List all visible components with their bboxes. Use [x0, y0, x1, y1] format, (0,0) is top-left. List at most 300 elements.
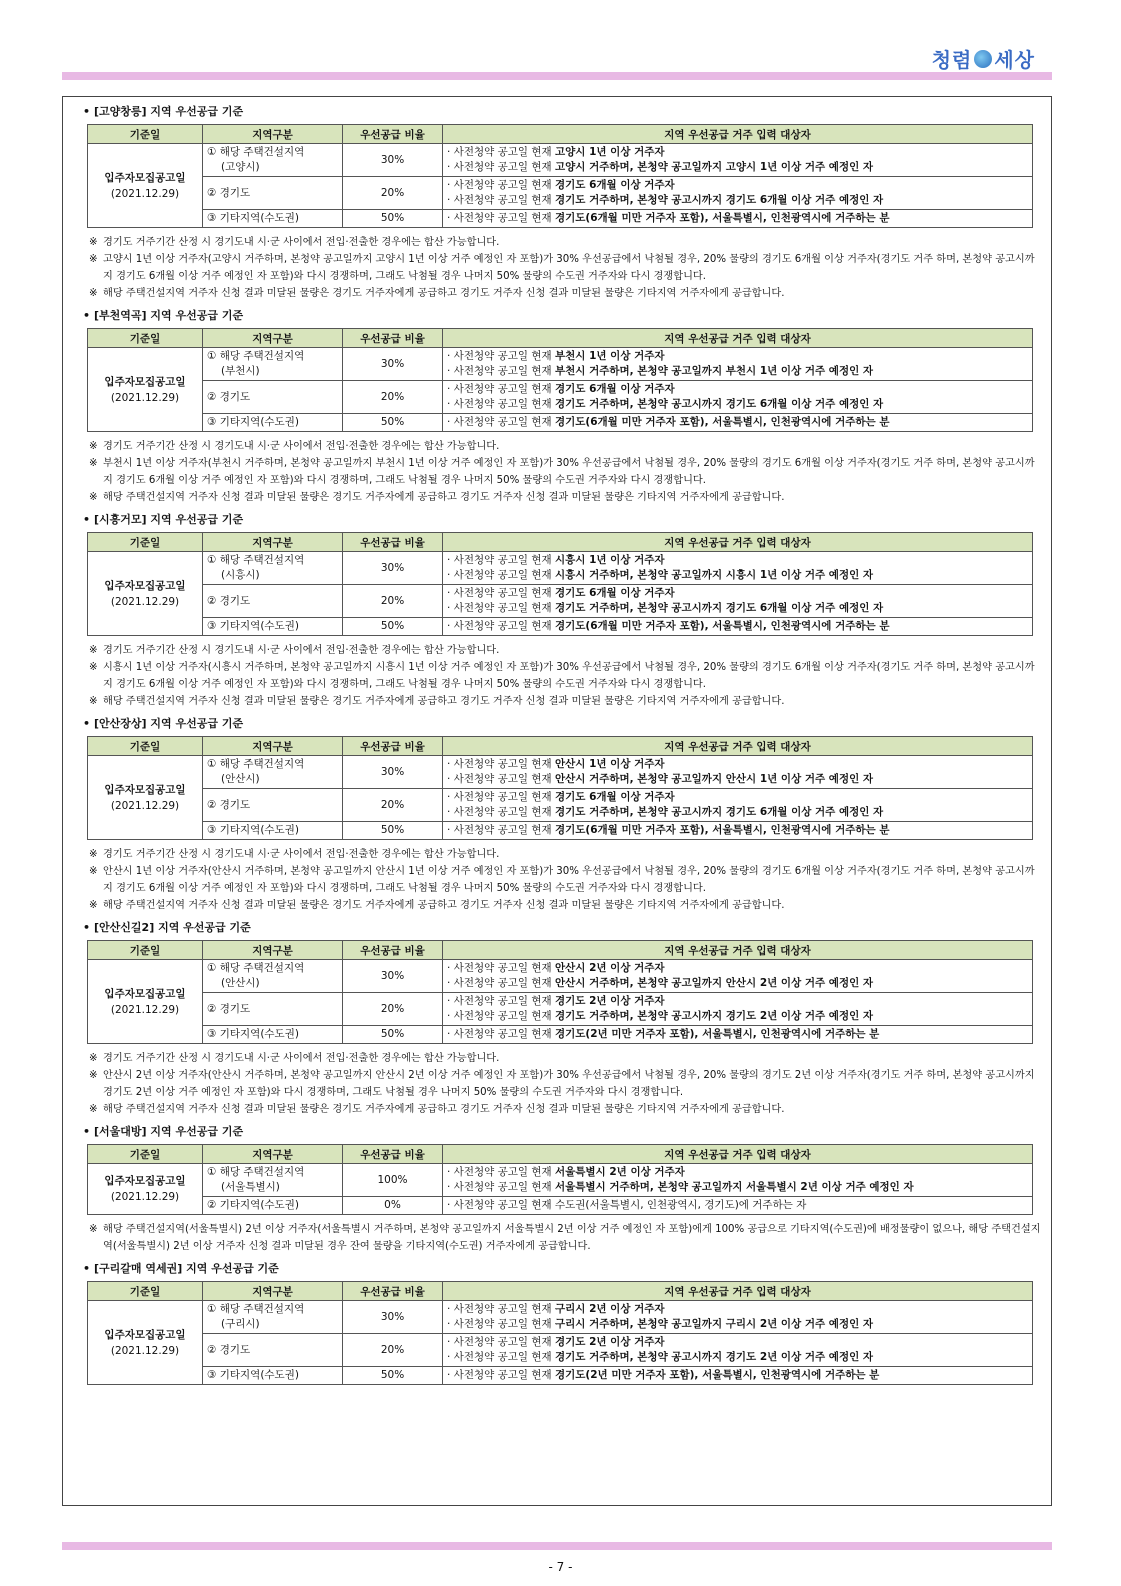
target-line-prefix: · 사전청약 공고일 현재 — [447, 179, 555, 191]
target-line-prefix: · 사전청약 공고일 현재 — [447, 1166, 555, 1178]
note-text: 경기도 거주기간 산정 시 경기도내 시·군 사이에서 전입·전출한 경우에는 합산 가능합니다. — [103, 237, 500, 248]
note-text: 경기도 거주기간 산정 시 경기도내 시·군 사이에서 전입·전출한 경우에는 합산 가능합니다. — [103, 441, 500, 452]
target-line-prefix: · 사전청약 공고일 현재 — [447, 161, 555, 173]
target-line-prefix: · 사전청약 공고일 현재 — [447, 758, 555, 770]
header-region: 지역구분 — [203, 1145, 343, 1164]
target-cell — [443, 1334, 1033, 1367]
table-row — [88, 1164, 1033, 1197]
region-cell — [203, 993, 343, 1026]
target-line-emphasis: 경기도(2년 미만 거주자 포함), 서울특별시, 인천광역시에 거주하는 분 — [554, 1028, 880, 1040]
reference-mark-icon: ※ — [89, 1104, 98, 1115]
target-line — [447, 568, 1028, 583]
note-text: 경기도 거주기간 산정 시 경기도내 시·군 사이에서 전입·전출한 경우에는 합산 가능합니다. — [103, 645, 500, 656]
target-line — [447, 1198, 1028, 1213]
target-line-prefix: · 사전청약 공고일 현재 — [447, 1010, 555, 1022]
table-row — [88, 552, 1033, 585]
reference-mark-icon: ※ — [89, 645, 98, 656]
region-label: ① 해당 주택건설지역 — [207, 758, 305, 770]
bullet-icon: • — [83, 1125, 91, 1138]
bullet-icon: • — [83, 1262, 91, 1275]
section-title — [83, 104, 1043, 120]
note-item — [89, 642, 1043, 659]
target-line-emphasis: 안산시 거주하며, 본청약 공고일까지 안산시 1년 이상 거주 예정인 자 — [554, 773, 874, 785]
table-header-row — [88, 1282, 1033, 1301]
header-ratio: 우선공급 비율 — [343, 329, 443, 348]
target-cell — [443, 144, 1033, 177]
target-line — [447, 619, 1028, 634]
target-line-emphasis: 경기도 거주하며, 본청약 공고시까지 경기도 6개월 이상 거주 예정인 자 — [554, 806, 884, 818]
note-item — [89, 455, 1043, 489]
target-line-emphasis: 서울특별시 거주하며, 본청약 공고일까지 서울특별시 2년 이상 거주 예정인 자 — [554, 1181, 914, 1193]
table-row — [88, 993, 1033, 1026]
target-cell — [443, 993, 1033, 1026]
region-label: ① 해당 주택건설지역 — [207, 350, 305, 362]
note-text: 고양시 1년 이상 거주자(고양시 거주하며, 본청약 공고일까지 고양시 1년 이상 거주 예정인 자 포함)가 30% 우선공급에서 낙첨될 경우, 20% 물량의 경기도 6개월 이상 거주자(경기도 거주 하며, 본청약 공고시까지 경기도 6개월 이상 거주 예정인 자 포함)와 다시 경쟁하며, 그래도 낙첨될 경우 나머지 50% 물량의 수도권 거주자와 다시 경쟁합니다. — [103, 254, 1035, 282]
region-label: ② 경기도 — [207, 1002, 251, 1015]
note-text: 해당 주택건설지역 거주자 신청 결과 미달된 물량은 경기도 거주자에게 공급하고 경기도 거주자 신청 결과 미달된 물량은 기타지역 거주자에게 공급합니다. — [103, 1104, 785, 1115]
table-row — [88, 144, 1033, 177]
reference-mark-icon: ※ — [89, 900, 98, 911]
base-date-cell — [88, 348, 203, 432]
region-cell — [203, 348, 343, 381]
region-sublabel: (시흥시) — [221, 569, 260, 581]
target-line-emphasis: 시흥시 거주하며, 본청약 공고일까지 시흥시 1년 이상 거주 예정인 자 — [554, 569, 874, 581]
header-target: 지역 우선공급 거주 입력 대상자 — [443, 125, 1033, 144]
section-title — [83, 1261, 1043, 1277]
target-line-emphasis: 경기도(6개월 미만 거주자 포함), 서울특별시, 인천광역시에 거주하는 분 — [554, 212, 890, 224]
header-ratio: 우선공급 비율 — [343, 125, 443, 144]
region-sublabel: (안산시) — [221, 773, 260, 785]
section-title-text: [시흥거모] 지역 우선공급 기준 — [94, 513, 244, 526]
target-cell — [443, 789, 1033, 822]
note-item — [89, 234, 1043, 251]
target-line — [447, 586, 1028, 601]
logo-text-b: 세상 — [994, 48, 1035, 72]
ratio-cell: 20% — [343, 585, 443, 618]
note-text: 해당 주택건설지역 거주자 신청 결과 미달된 물량은 경기도 거주자에게 공급하고 경기도 거주자 신청 결과 미달된 물량은 기타지역 거주자에게 공급합니다. — [103, 696, 785, 707]
note-text: 안산시 1년 이상 거주자(안산시 거주하며, 본청약 공고일까지 안산시 1년 이상 거주 예정인 자 포함)가 30% 우선공급에서 낙첨될 경우, 20% 물량의 경기도 6개월 이상 거주자(경기도 거주 하며, 본청약 공고시까지 경기도 6개월 이상 거주 예정인 자 포함)와 다시 경쟁하며, 그래도 낙첨될 경우 나머지 50% 물량의 수도권 거주자와 다시 경쟁합니다. — [103, 866, 1035, 894]
target-line-prefix: · 사전청약 공고일 현재 — [447, 962, 555, 974]
note-text: 부천시 1년 이상 거주자(부천시 거주하며, 본청약 공고일까지 부천시 1년 이상 거주 예정인 자 포함)가 30% 우선공급에서 낙첨될 경우, 20% 물량의 경기도 6개월 이상 거주자(경기도 거주 하며, 본청약 공고시까지 경기도 6개월 이상 거주 예정인 자 포함)와 다시 경쟁하며, 그래도 낙첨될 경우 나머지 50% 물량의 수도권 거주자와 다시 경쟁합니다. — [103, 458, 1035, 486]
base-date-cell — [88, 144, 203, 228]
region-label: ② 경기도 — [207, 798, 251, 811]
header-target: 지역 우선공급 거주 입력 대상자 — [443, 941, 1033, 960]
target-cell — [443, 1367, 1033, 1385]
ratio-cell: 50% — [343, 414, 443, 432]
ratio-cell: 50% — [343, 1367, 443, 1385]
header-region: 지역구분 — [203, 125, 343, 144]
target-line — [447, 1317, 1028, 1332]
region-cell — [203, 144, 343, 177]
target-line-prefix: · 사전청약 공고일 현재 — [447, 1369, 555, 1381]
priority-table — [87, 736, 1033, 840]
header-ratio: 우선공급 비율 — [343, 533, 443, 552]
target-cell — [443, 618, 1033, 636]
table-header-row — [88, 533, 1033, 552]
table-row — [88, 381, 1033, 414]
note-item — [89, 489, 1043, 506]
header-ratio: 우선공급 비율 — [343, 1282, 443, 1301]
target-line-prefix: · 사전청약 공고일 현재 — [447, 620, 555, 632]
region-label: ③ 기타지역(수도권) — [207, 416, 299, 428]
target-line-prefix: · 사전청약 공고일 현재 — [447, 212, 555, 224]
region-label: ③ 기타지역(수도권) — [207, 1369, 299, 1381]
target-line — [447, 178, 1028, 193]
target-line-prefix: · 사전청약 공고일 현재 — [447, 383, 555, 395]
table-row — [88, 618, 1033, 636]
table-row — [88, 1197, 1033, 1215]
target-line — [447, 1302, 1028, 1317]
target-line-emphasis: 경기도(6개월 미만 거주자 포함), 서울특별시, 인천광역시에 거주하는 분 — [554, 416, 890, 428]
target-line-prefix: · 사전청약 공고일 현재 — [447, 1318, 555, 1330]
note-item — [89, 1221, 1043, 1255]
ratio-cell: 20% — [343, 789, 443, 822]
region-label: ② 경기도 — [207, 390, 251, 403]
bullet-icon: • — [83, 513, 91, 526]
target-line-emphasis: 구리시 거주하며, 본청약 공고일까지 구리시 2년 이상 거주 예정인 자 — [554, 1318, 874, 1330]
logo-text-a: 청렴 — [931, 48, 973, 72]
target-line-prefix: · 사전청약 공고일 현재 — [447, 194, 555, 206]
ratio-cell: 30% — [343, 348, 443, 381]
target-cell — [443, 381, 1033, 414]
note-item — [89, 438, 1043, 455]
target-line-emphasis: 경기도 6개월 이상 거주자 — [554, 179, 675, 191]
target-cell — [443, 1026, 1033, 1044]
logo — [932, 44, 1035, 73]
bullet-icon: • — [83, 105, 91, 118]
table-row — [88, 960, 1033, 993]
target-cell — [443, 1164, 1033, 1197]
target-line-prefix: · 사전청약 공고일 현재 — [447, 773, 555, 785]
target-line-prefix: · 사전청약 공고일 현재 — [447, 791, 555, 803]
reference-mark-icon: ※ — [89, 866, 98, 877]
note-item — [89, 846, 1043, 863]
region-label: ③ 기타지역(수도권) — [207, 620, 299, 632]
target-line — [447, 415, 1028, 430]
target-line-prefix: · 사전청약 공고일 현재 — [447, 1303, 555, 1315]
target-line — [447, 349, 1028, 364]
priority-table — [87, 940, 1033, 1044]
header-ratio: 우선공급 비율 — [343, 737, 443, 756]
target-cell — [443, 1301, 1033, 1334]
table-header-row — [88, 329, 1033, 348]
target-line-emphasis: 경기도(6개월 미만 거주자 포함), 서울특별시, 인천광역시에 거주하는 분 — [554, 824, 890, 836]
ratio-cell: 30% — [343, 552, 443, 585]
region-label: ② 경기도 — [207, 1343, 251, 1356]
region-label: ① 해당 주택건설지역 — [207, 1303, 305, 1315]
base-date: 입주자모집공고일 — [104, 987, 186, 1000]
target-line-emphasis: 경기도 2년 이상 거주자 — [554, 1336, 665, 1348]
target-line-prefix: · 사전청약 공고일 현재 — [447, 1181, 555, 1193]
table-row — [88, 414, 1033, 432]
region-label: ② 경기도 — [207, 594, 251, 607]
region-cell — [203, 1301, 343, 1334]
region-label: ② 기타지역(수도권) — [207, 1199, 299, 1211]
target-line-emphasis: 구리시 2년 이상 거주자 — [554, 1303, 665, 1315]
target-line — [447, 1350, 1028, 1365]
header-target: 지역 우선공급 거주 입력 대상자 — [443, 1145, 1033, 1164]
priority-table — [87, 1281, 1033, 1385]
target-line-prefix: · 사전청약 공고일 현재 — [447, 569, 555, 581]
table-row — [88, 1334, 1033, 1367]
header-ratio: 우선공급 비율 — [343, 1145, 443, 1164]
section-title — [83, 512, 1043, 528]
target-cell — [443, 210, 1033, 228]
section-title — [83, 716, 1043, 732]
base-date-value: (2021.12.29) — [110, 391, 180, 404]
content-frame — [62, 96, 1052, 1506]
table-row — [88, 822, 1033, 840]
region-sublabel: (부천시) — [221, 365, 260, 377]
target-line-emphasis: 안산시 거주하며, 본청약 공고일까지 안산시 2년 이상 거주 예정인 자 — [554, 977, 874, 989]
note-text: 해당 주택건설지역 거주자 신청 결과 미달된 물량은 경기도 거주자에게 공급하고 경기도 거주자 신청 결과 미달된 물량은 기타지역 거주자에게 공급합니다. — [103, 900, 785, 911]
notes — [89, 438, 1043, 506]
note-text: 경기도 거주기간 산정 시 경기도내 시·군 사이에서 전입·전출한 경우에는 합산 가능합니다. — [103, 1053, 500, 1064]
base-date-value: (2021.12.29) — [110, 187, 180, 200]
target-line — [447, 397, 1028, 412]
region-cell — [203, 1164, 343, 1197]
target-line-prefix: · 사전청약 공고일 현재 — [447, 977, 555, 989]
table-header-row — [88, 941, 1033, 960]
reference-mark-icon: ※ — [89, 696, 98, 707]
target-line — [447, 1165, 1028, 1180]
target-line-prefix: · 사전청약 공고일 현재 — [447, 1351, 555, 1363]
region-label: ③ 기타지역(수도권) — [207, 212, 299, 224]
target-line — [447, 961, 1028, 976]
section-title-text: [안산신길2] 지역 우선공급 기준 — [94, 921, 251, 934]
footer-divider — [62, 1542, 1052, 1550]
section-title-text: [부천역곡] 지역 우선공급 기준 — [94, 309, 244, 322]
base-date-cell — [88, 960, 203, 1044]
note-text: 해당 주택건설지역 거주자 신청 결과 미달된 물량은 경기도 거주자에게 공급하고 경기도 거주자 신청 결과 미달된 물량은 기타지역 거주자에게 공급합니다. — [103, 288, 785, 299]
ratio-cell: 20% — [343, 177, 443, 210]
target-line — [447, 553, 1028, 568]
target-line-prefix: · 사전청약 공고일 현재 — [447, 365, 555, 377]
region-cell — [203, 1334, 343, 1367]
bullet-icon: • — [83, 309, 91, 322]
region-label: ① 해당 주택건설지역 — [207, 554, 305, 566]
base-date: 입주자모집공고일 — [104, 171, 186, 184]
target-cell — [443, 414, 1033, 432]
header-base-date: 기준일 — [88, 1282, 203, 1301]
target-line-emphasis: 경기도 2년 이상 거주자 — [554, 995, 665, 1007]
table-row — [88, 210, 1033, 228]
page-number: - 7 - — [548, 1560, 573, 1574]
note-item — [89, 1101, 1043, 1118]
note-item — [89, 659, 1043, 693]
table-row — [88, 756, 1033, 789]
reference-mark-icon: ※ — [89, 254, 98, 265]
target-line-prefix: · 사전청약 공고일 현재 — [447, 1028, 555, 1040]
base-date: 입주자모집공고일 — [104, 375, 186, 388]
priority-table — [87, 328, 1033, 432]
base-date-cell — [88, 1164, 203, 1215]
target-line — [447, 1180, 1028, 1195]
target-line — [447, 757, 1028, 772]
region-sublabel: (안산시) — [221, 977, 260, 989]
reference-mark-icon: ※ — [89, 458, 98, 469]
region-cell — [203, 1367, 343, 1385]
ratio-cell: 30% — [343, 1301, 443, 1334]
priority-table — [87, 124, 1033, 228]
table-header-row — [88, 125, 1033, 144]
base-date-cell — [88, 1301, 203, 1385]
target-line-emphasis: 경기도 거주하며, 본청약 공고시까지 경기도 6개월 이상 거주 예정인 자 — [554, 194, 884, 206]
ratio-cell: 20% — [343, 993, 443, 1026]
reference-mark-icon: ※ — [89, 849, 98, 860]
target-line-emphasis: 경기도 6개월 이상 거주자 — [554, 791, 675, 803]
notes — [89, 642, 1043, 710]
region-sublabel: (서울특별시) — [221, 1181, 280, 1193]
region-cell — [203, 756, 343, 789]
section-title-text: [고양창릉] 지역 우선공급 기준 — [94, 105, 244, 118]
ratio-cell: 30% — [343, 144, 443, 177]
region-cell — [203, 1197, 343, 1215]
region-cell — [203, 618, 343, 636]
region-cell — [203, 1026, 343, 1044]
table-row — [88, 789, 1033, 822]
target-line-emphasis: 고양시 1년 이상 거주자 — [554, 146, 665, 158]
reference-mark-icon: ※ — [89, 1070, 98, 1081]
target-line-emphasis: 경기도 거주하며, 본청약 공고시까지 경기도 6개월 이상 거주 예정인 자 — [554, 398, 884, 410]
base-date: 입주자모집공고일 — [104, 1328, 186, 1341]
ratio-cell: 50% — [343, 822, 443, 840]
note-item — [89, 863, 1043, 897]
target-line — [447, 364, 1028, 379]
table-header-row — [88, 737, 1033, 756]
reference-mark-icon: ※ — [89, 1053, 98, 1064]
target-line-emphasis: 안산시 2년 이상 거주자 — [554, 962, 665, 974]
note-text: 시흥시 1년 이상 거주자(시흥시 거주하며, 본청약 공고일까지 시흥시 1년 이상 거주 예정인 자 포함)가 30% 우선공급에서 낙첨될 경우, 20% 물량의 경기도 6개월 이상 거주자(경기도 거주 하며, 본청약 공고시까지 경기도 6개월 이상 거주 예정인 자 포함)와 다시 경쟁하며, 그래도 낙첨될 경우 나머지 50% 물량의 수도권 거주자와 다시 경쟁합니다. — [103, 662, 1035, 690]
table-row — [88, 1367, 1033, 1385]
target-line-prefix: · 사전청약 공고일 현재 — [447, 1336, 555, 1348]
header-target: 지역 우선공급 거주 입력 대상자 — [443, 533, 1033, 552]
reference-mark-icon: ※ — [89, 492, 98, 503]
target-line — [447, 1335, 1028, 1350]
target-line-emphasis: 경기도(6개월 미만 거주자 포함), 서울특별시, 인천광역시에 거주하는 분 — [554, 620, 890, 632]
header-target: 지역 우선공급 거주 입력 대상자 — [443, 329, 1033, 348]
target-line-prefix: · 사전청약 공고일 현재 — [447, 146, 555, 158]
region-cell — [203, 789, 343, 822]
target-line-emphasis: 서울특별시 2년 이상 거주자 — [554, 1166, 685, 1178]
target-cell — [443, 177, 1033, 210]
header-base-date: 기준일 — [88, 737, 203, 756]
priority-table — [87, 1144, 1033, 1215]
header-base-date: 기준일 — [88, 125, 203, 144]
target-cell — [443, 756, 1033, 789]
header-divider — [62, 72, 1052, 80]
table-header-row — [88, 1145, 1033, 1164]
header-base-date: 기준일 — [88, 941, 203, 960]
reference-mark-icon: ※ — [89, 441, 98, 452]
target-line — [447, 382, 1028, 397]
spacer — [87, 1385, 1043, 1387]
notes — [89, 1050, 1043, 1118]
target-line-emphasis: 시흥시 1년 이상 거주자 — [554, 554, 665, 566]
base-date: 입주자모집공고일 — [104, 579, 186, 592]
bullet-icon: • — [83, 921, 91, 934]
target-line — [447, 145, 1028, 160]
target-line-prefix: · 사전청약 공고일 현재 — [447, 824, 555, 836]
table-row — [88, 585, 1033, 618]
reference-mark-icon: ※ — [89, 288, 98, 299]
header-base-date: 기준일 — [88, 329, 203, 348]
ratio-cell: 50% — [343, 618, 443, 636]
ratio-cell: 50% — [343, 1026, 443, 1044]
header-target: 지역 우선공급 거주 입력 대상자 — [443, 1282, 1033, 1301]
header-region: 지역구분 — [203, 737, 343, 756]
region-label: ① 해당 주택건설지역 — [207, 146, 305, 158]
section-title — [83, 1124, 1043, 1140]
region-cell — [203, 414, 343, 432]
target-line-emphasis: 경기도 6개월 이상 거주자 — [554, 587, 675, 599]
target-line-emphasis: 경기도(2년 미만 거주자 포함), 서울특별시, 인천광역시에 거주하는 분 — [554, 1369, 880, 1381]
target-line — [447, 823, 1028, 838]
region-label: ① 해당 주택건설지역 — [207, 962, 305, 974]
region-cell — [203, 552, 343, 585]
table-row — [88, 1026, 1033, 1044]
region-cell — [203, 585, 343, 618]
target-line — [447, 976, 1028, 991]
target-line — [447, 994, 1028, 1009]
note-item — [89, 897, 1043, 914]
header-region: 지역구분 — [203, 941, 343, 960]
header-base-date: 기준일 — [88, 533, 203, 552]
region-label: ② 경기도 — [207, 186, 251, 199]
target-line-prefix: · 사전청약 공고일 현재 — [447, 350, 555, 362]
note-text: 해당 주택건설지역 거주자 신청 결과 미달된 물량은 경기도 거주자에게 공급하고 경기도 거주자 신청 결과 미달된 물량은 기타지역 거주자에게 공급합니다. — [103, 492, 785, 503]
region-cell — [203, 960, 343, 993]
target-line-prefix: · 사전청약 공고일 현재 — [447, 554, 555, 566]
target-line — [447, 1027, 1028, 1042]
region-cell — [203, 177, 343, 210]
target-line — [447, 1368, 1028, 1383]
target-line — [447, 211, 1028, 226]
region-sublabel: (구리시) — [221, 1318, 260, 1330]
target-cell — [443, 1197, 1033, 1215]
table-row — [88, 177, 1033, 210]
target-line-prefix: · 사전청약 공고일 현재 — [447, 806, 555, 818]
target-line-emphasis: 안산시 1년 이상 거주자 — [554, 758, 665, 770]
note-item — [89, 251, 1043, 285]
target-line-prefix: · 사전청약 공고일 현재 — [447, 416, 555, 428]
target-line-emphasis: 경기도 거주하며, 본청약 공고시까지 경기도 2년 이상 거주 예정인 자 — [554, 1351, 874, 1363]
target-line-emphasis: 경기도 6개월 이상 거주자 — [554, 383, 675, 395]
target-line-emphasis: 경기도 거주하며, 본청약 공고시까지 경기도 2년 이상 거주 예정인 자 — [554, 1010, 874, 1022]
region-cell — [203, 381, 343, 414]
target-cell — [443, 822, 1033, 840]
header-base-date: 기준일 — [88, 1145, 203, 1164]
region-label: ③ 기타지역(수도권) — [207, 824, 299, 836]
region-label: ③ 기타지역(수도권) — [207, 1028, 299, 1040]
target-line — [447, 601, 1028, 616]
header-target: 지역 우선공급 거주 입력 대상자 — [443, 737, 1033, 756]
target-line — [447, 805, 1028, 820]
section-title-text: [서울대방] 지역 우선공급 기준 — [94, 1125, 244, 1138]
section-title — [83, 920, 1043, 936]
header-region: 지역구분 — [203, 1282, 343, 1301]
base-date-cell — [88, 756, 203, 840]
base-date: 입주자모집공고일 — [104, 783, 186, 796]
ratio-cell: 100% — [343, 1164, 443, 1197]
target-line-prefix: · 사전청약 공고일 현재 — [447, 587, 555, 599]
target-line-emphasis: 경기도 거주하며, 본청약 공고시까지 경기도 6개월 이상 거주 예정인 자 — [554, 602, 884, 614]
target-line — [447, 1009, 1028, 1024]
reference-mark-icon: ※ — [89, 1224, 98, 1235]
table-row — [88, 348, 1033, 381]
note-text: 안산시 2년 이상 거주자(안산시 거주하며, 본청약 공고일까지 안산시 2년 이상 거주 예정인 자 포함)가 30% 우선공급에서 낙첨될 경우, 20% 물량의 경기도 2년 이상 거주자(경기도 거주 하며, 본청약 공고시까지 경기도 2년 이상 거주 예정인 자 포함)와 다시 경쟁하며, 그래도 낙첨될 경우 나머지 50% 물량의 수도권 거주자와 다시 경쟁합니다. — [103, 1070, 1035, 1098]
notes — [89, 1221, 1043, 1255]
